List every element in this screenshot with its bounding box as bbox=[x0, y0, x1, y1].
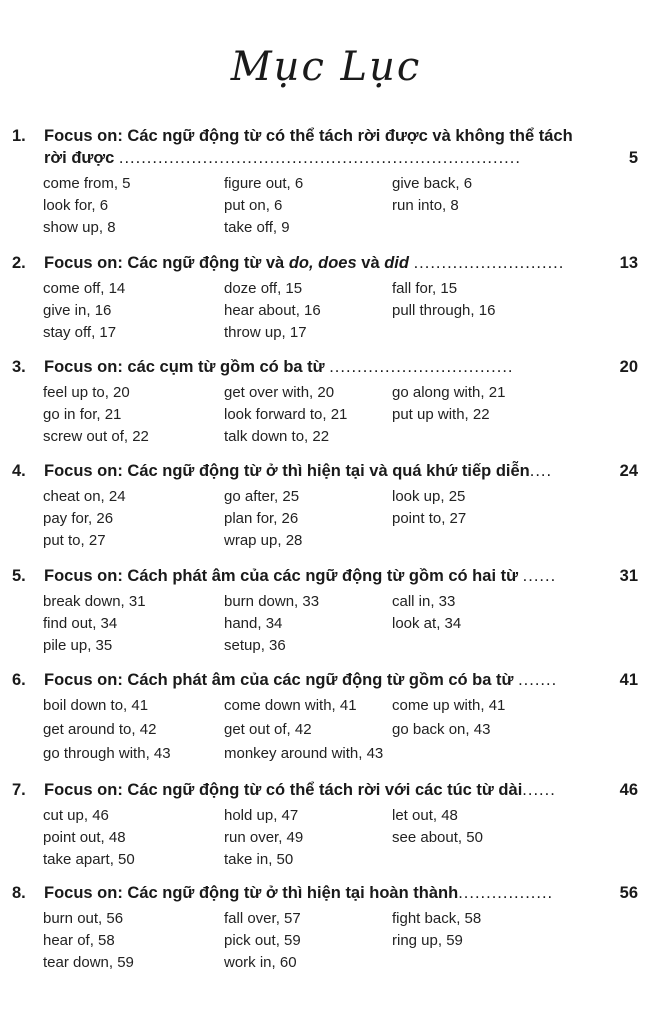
section-title: Focus on: Các ngữ động từ ở thì hiện tại hoàn thành bbox=[44, 884, 459, 902]
section-title: Focus on: các cụm từ gồm có ba từ bbox=[44, 358, 325, 376]
section-title-cont: rời được bbox=[44, 149, 115, 167]
list-item: let out, 48 bbox=[392, 807, 458, 824]
list-item: tear down, 59 bbox=[43, 954, 134, 971]
section-heading-line2 bbox=[0, 147, 652, 169]
list-item: stay off, 17 bbox=[43, 324, 117, 341]
list-item: hold up, 47 bbox=[224, 807, 299, 824]
list-item: wrap up, 28 bbox=[224, 532, 303, 549]
list-item: give back, 6 bbox=[392, 175, 473, 192]
list-item: pick out, 59 bbox=[224, 932, 301, 949]
list-item: plan for, 26 bbox=[224, 510, 299, 527]
list-item: fight back, 58 bbox=[392, 910, 482, 927]
list-item: call in, 33 bbox=[392, 593, 456, 610]
section-heading bbox=[0, 356, 652, 378]
toc-section-2 bbox=[0, 252, 652, 341]
section-page: 24 bbox=[619, 462, 638, 480]
section-number: 6. bbox=[12, 671, 26, 689]
section-number: 3. bbox=[12, 358, 26, 376]
section-heading bbox=[0, 882, 652, 904]
section-page: 13 bbox=[619, 254, 638, 272]
list-item: work in, 60 bbox=[224, 954, 297, 971]
list-item: get around to, 42 bbox=[43, 721, 157, 738]
list-item: see about, 50 bbox=[392, 829, 483, 846]
toc-section-6 bbox=[0, 669, 652, 762]
leader-dots: .... bbox=[529, 462, 553, 480]
section-page: 46 bbox=[619, 781, 638, 799]
list-item: come off, 14 bbox=[43, 280, 126, 297]
section-title-mid: và bbox=[361, 254, 380, 272]
list-item: figure out, 6 bbox=[224, 175, 304, 192]
section-number: 5. bbox=[12, 567, 26, 585]
list-item: take off, 9 bbox=[224, 219, 290, 236]
page-title: Mục Lục bbox=[230, 44, 422, 90]
list-item: get out of, 42 bbox=[224, 721, 312, 738]
toc-section-7 bbox=[0, 779, 652, 868]
list-item: screw out of, 22 bbox=[43, 428, 149, 445]
section-page: 5 bbox=[628, 149, 638, 167]
section-page: 41 bbox=[619, 671, 638, 689]
leader-dots: ....... bbox=[518, 671, 558, 689]
section-heading bbox=[0, 669, 652, 691]
list-item: pull through, 16 bbox=[392, 302, 496, 319]
section-number: 4. bbox=[12, 462, 26, 480]
list-item: setup, 36 bbox=[224, 637, 286, 654]
section-heading bbox=[0, 565, 652, 587]
list-item: find out, 34 bbox=[43, 615, 118, 632]
list-item: ring up, 59 bbox=[392, 932, 463, 949]
section-title: Focus on: Cách phát âm của các ngữ động từ gồm có ba từ bbox=[44, 671, 514, 689]
list-item: doze off, 15 bbox=[224, 280, 303, 297]
list-item: go along with, 21 bbox=[392, 384, 506, 401]
leader-dots: ........................... bbox=[413, 254, 565, 272]
list-item: boil down to, 41 bbox=[43, 697, 149, 714]
list-item: pile up, 35 bbox=[43, 637, 113, 654]
list-item: fall over, 57 bbox=[224, 910, 301, 927]
toc-section-1 bbox=[0, 125, 652, 236]
toc-section-8 bbox=[0, 882, 652, 971]
list-item: point to, 27 bbox=[392, 510, 467, 527]
list-item: hear about, 16 bbox=[224, 302, 321, 319]
list-item: cheat on, 24 bbox=[43, 488, 126, 505]
list-item: hear of, 58 bbox=[43, 932, 115, 949]
list-item: take in, 50 bbox=[224, 851, 294, 868]
section-title: Focus on: Cách phát âm của các ngữ động từ gồm có hai từ bbox=[44, 567, 519, 585]
list-item: pay for, 26 bbox=[43, 510, 114, 527]
section-page: 31 bbox=[619, 567, 638, 585]
list-item: look up, 25 bbox=[392, 488, 466, 505]
leader-dots: ........................................................................ bbox=[118, 149, 521, 167]
list-item: go after, 25 bbox=[224, 488, 300, 505]
section-number: 8. bbox=[12, 884, 26, 902]
list-item: come down with, 41 bbox=[224, 697, 357, 714]
list-item: burn out, 56 bbox=[43, 910, 124, 927]
list-item: look forward to, 21 bbox=[224, 406, 348, 423]
list-item: go back on, 43 bbox=[392, 721, 491, 738]
list-item: get over with, 20 bbox=[224, 384, 335, 401]
list-item: look for, 6 bbox=[43, 197, 109, 214]
list-item: come up with, 41 bbox=[392, 697, 506, 714]
list-item: give in, 16 bbox=[43, 302, 112, 319]
section-title: Focus on: Các ngữ động từ ở thì hiện tại và quá khứ tiếp diễn bbox=[44, 462, 530, 480]
section-number: 2. bbox=[12, 254, 26, 272]
list-item: run over, 49 bbox=[224, 829, 304, 846]
list-item: put on, 6 bbox=[224, 197, 283, 214]
section-title-italic: did bbox=[384, 254, 409, 272]
leader-dots: ...... bbox=[522, 781, 556, 799]
section-title-italic: do, does bbox=[288, 254, 357, 272]
section-heading bbox=[0, 125, 652, 147]
leader-dots: ................................. bbox=[329, 358, 514, 376]
leader-dots: ................. bbox=[458, 884, 554, 902]
list-item: look at, 34 bbox=[392, 615, 462, 632]
list-item: monkey around with, 43 bbox=[224, 745, 384, 762]
toc-section-3 bbox=[0, 356, 652, 445]
list-item: put to, 27 bbox=[43, 532, 106, 549]
section-title: Focus on: Các ngữ động từ và bbox=[44, 254, 285, 272]
list-item: go through with, 43 bbox=[43, 745, 171, 762]
section-number: 7. bbox=[12, 781, 26, 799]
list-item: cut up, 46 bbox=[43, 807, 109, 824]
list-item: come from, 5 bbox=[43, 175, 131, 192]
section-heading bbox=[0, 460, 652, 482]
list-item: go in for, 21 bbox=[43, 406, 122, 423]
list-item: point out, 48 bbox=[43, 829, 126, 846]
section-page: 56 bbox=[619, 884, 638, 902]
section-heading bbox=[0, 779, 652, 801]
leader-dots: ...... bbox=[522, 567, 557, 585]
section-page: 20 bbox=[619, 358, 638, 376]
section-title: Focus on: Các ngữ động từ có thể tách rời được và không thể tách bbox=[44, 127, 573, 145]
section-heading bbox=[0, 252, 652, 274]
list-item: show up, 8 bbox=[43, 219, 116, 236]
list-item: feel up to, 20 bbox=[43, 384, 130, 401]
list-item: burn down, 33 bbox=[224, 593, 320, 610]
toc-section-5 bbox=[0, 565, 652, 654]
list-item: run into, 8 bbox=[392, 197, 459, 214]
list-item: put up with, 22 bbox=[392, 406, 490, 423]
toc-section-4 bbox=[0, 460, 652, 549]
list-item: break down, 31 bbox=[43, 593, 146, 610]
list-item: talk down to, 22 bbox=[224, 428, 330, 445]
list-item: take apart, 50 bbox=[43, 851, 135, 868]
list-item: hand, 34 bbox=[224, 615, 283, 632]
list-item: fall for, 15 bbox=[392, 280, 458, 297]
section-title: Focus on: Các ngữ động từ có thể tách rời với các túc từ dài bbox=[44, 781, 523, 799]
list-item: throw up, 17 bbox=[224, 324, 307, 341]
section-number: 1. bbox=[12, 127, 26, 145]
